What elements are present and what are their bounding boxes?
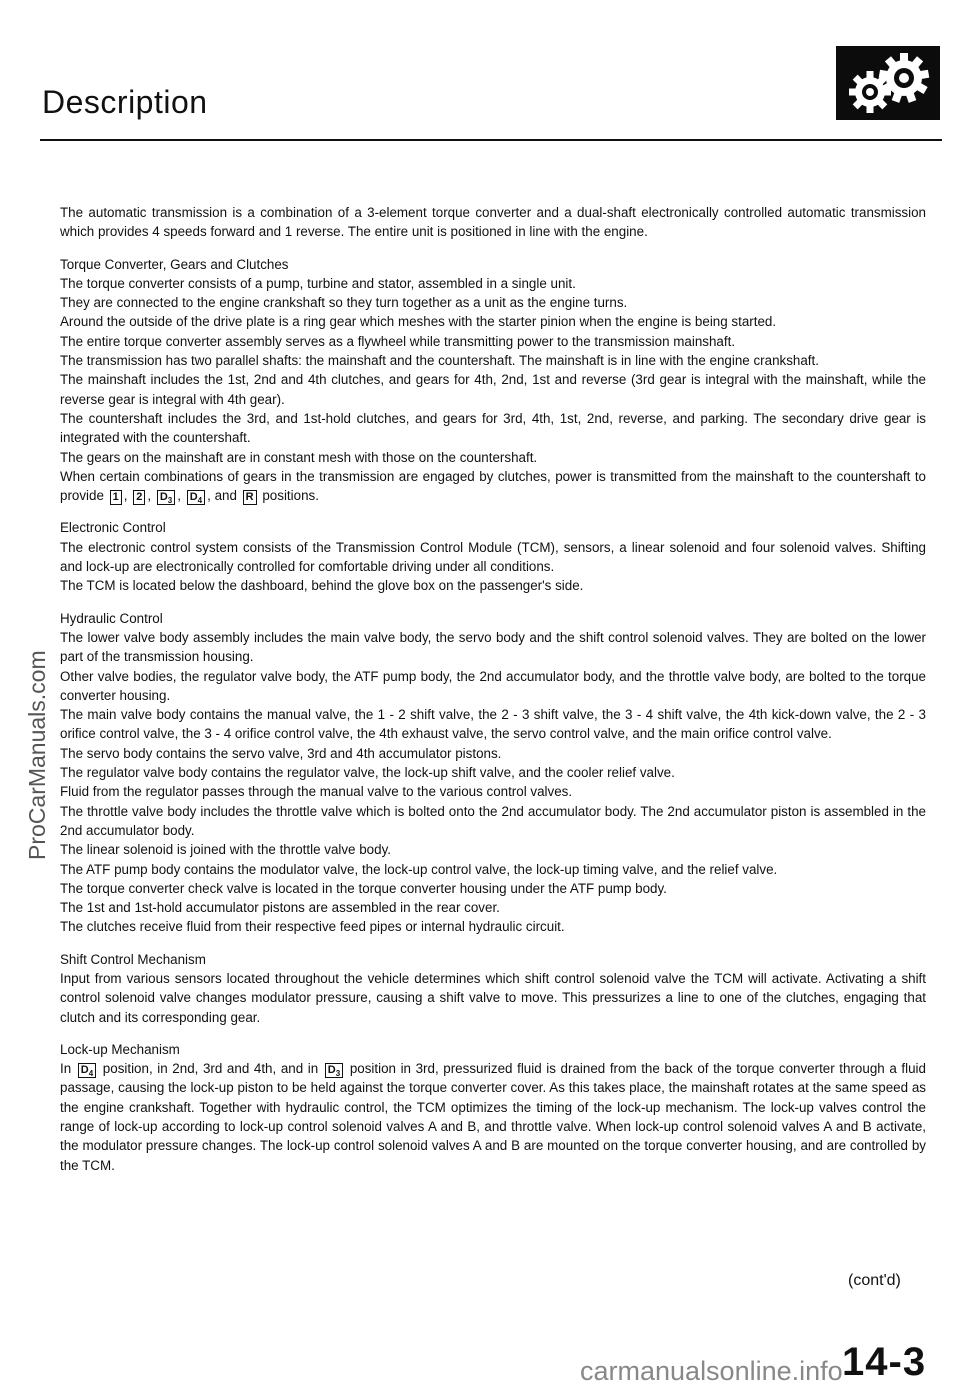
gear-logo-icon <box>836 46 940 120</box>
gear-position-d4-icon <box>187 490 205 505</box>
paragraph: The 1st and 1st-hold accumulator pistons are assembled in the rear cover. <box>60 900 500 916</box>
gear-position-1-icon: 1 <box>110 490 122 505</box>
paragraph: The servo body contains the servo valve, 3rd and 4th accumulator pistons. <box>60 745 502 761</box>
gear-position-d3-icon <box>325 1063 343 1078</box>
paragraph-text: and <box>214 488 237 504</box>
d-subscript: 3 <box>335 1069 341 1079</box>
gear-position-r-icon: R <box>243 490 257 505</box>
paragraph: The regulator valve body contains the regulator valve, the lock-up shift valve, and the cooler relief valve. <box>60 765 675 781</box>
paragraph: The linear solenoid is joined with the throttle valve body. <box>60 842 391 858</box>
paragraph: The entire torque converter assembly serves as a flywheel while transmitting power to the transmission mainshaft. <box>60 333 736 349</box>
d-letter: D <box>189 491 198 504</box>
document-body <box>60 203 926 1175</box>
section-shift-control <box>60 950 926 1027</box>
paragraph: The electronic control system consists of the Transmission Control Module (TCM), sensors, a linear solenoid and four solenoid valves. Shifting and lock-up are electronically controlled for comfortable driving under all conditions. <box>60 539 926 575</box>
gear-position-2-icon: 2 <box>133 490 145 505</box>
section-electronic-control <box>60 518 926 595</box>
separator: , <box>177 488 181 504</box>
intro-paragraph: The automatic transmission is a combination of a 3-element torque converter and a dual-shaft electronically controlled automatic transmission which provides 4 speeds forward and 1 reverse. The entire unit is positioned in line with the engine. <box>60 205 926 240</box>
paragraph: The main valve body contains the manual valve, the 1 - 2 shift valve, the 2 - 3 shift valve, the 3 - 4 shift valve, the 4th kick-down valve, the 2 - 3 orifice control valve, the 3 - 4 orifice control valve, the 4th exhaust valve, the servo control valve, and the main orifice control valve. <box>60 707 926 742</box>
paragraph: The lower valve body assembly includes the main valve body, the servo body and the shift control solenoid valves. They are bolted on the lower part of the transmission housing. <box>60 629 926 665</box>
paragraph: The clutches receive fluid from their respective feed pipes or internal hydraulic circuit. <box>60 919 565 935</box>
paragraph: The gears on the mainshaft are in constant mesh with those on the countershaft. <box>60 449 538 465</box>
paragraph: The throttle valve body includes the throttle valve which is bolted onto the 2nd accumulator body. The 2nd accumulator piston is assembled in the 2nd accumulator body. <box>60 803 926 838</box>
section-heading: Lock-up Mechanism <box>60 1041 180 1057</box>
page-title: Description <box>42 84 208 120</box>
paragraph: Other valve bodies, the regulator valve body, the ATF pump body, the 2nd accumulator body, and the throttle valve body, are bolted to the torque converter housing. <box>60 668 926 703</box>
section-hydraulic-control <box>60 609 926 937</box>
continued-label: (cont'd) <box>848 1272 901 1289</box>
paragraph: The countershaft includes the 3rd, and 1st-hold clutches, and gears for 3rd, 4th, 1st, 2nd, reverse, and parking. The secondary drive gear is integrated with the countershaft. <box>60 410 926 446</box>
paragraph: The ATF pump body contains the modulator valve, the lock-up control valve, the lock-up timing valve, and the relief valve. <box>60 861 778 877</box>
section-heading: Electronic Control <box>60 520 166 536</box>
paragraph: The TCM is located below the dashboard, behind the glove box on the passenger's side. <box>60 578 584 594</box>
d-letter: D <box>327 1064 336 1077</box>
paragraph: Input from various sensors located throughout the vehicle determines which shift control solenoid valve the TCM will activate. Activating a shift control solenoid valve changes modulator pressure, causing a shift valve to move. This pressurizes a line to one of the clutches, engaging that clutch and its corresponding gear. <box>60 970 926 1025</box>
gear-position-d3-icon <box>157 490 175 505</box>
paragraph-lockup <box>60 1059 926 1175</box>
header-divider <box>40 139 942 141</box>
paragraph: The torque converter consists of a pump, turbine and stator, assembled in a single unit. <box>60 275 576 291</box>
paragraph-text: When certain combinations of gears in the transmission are engaged by clutches, power is transmitted from the mainshaft to the countershaft to provide <box>60 468 926 504</box>
section-heading: Shift Control Mechanism <box>60 951 206 967</box>
paragraph-text: position, in 2nd, 3rd and 4th, and in <box>102 1061 319 1077</box>
d-letter: D <box>80 1064 89 1077</box>
gear-position-d4-icon <box>78 1063 96 1078</box>
paragraph: The torque converter check valve is located in the torque converter housing under the ATF pump body. <box>60 880 667 896</box>
d-letter: D <box>159 491 168 504</box>
section-heading: Hydraulic Control <box>60 610 163 626</box>
d-subscript: 4 <box>197 496 203 506</box>
separator: , <box>123 488 128 504</box>
paragraph: Fluid from the regulator passes through the manual valve to the various control valves. <box>60 784 573 800</box>
paragraph-text: position in 3rd, pressurized fluid is drained from the back of the torque converter through a fluid passage, causing the lock-up piston to be held against the torque converter cover. As this takes place, the mainshaft rotates at the same speed as the engine crankshaft. Together with hydraulic control, the TCM optimizes the timing of the lock-up mechanism. The lock-up valves control the range of lock-up according to lock-up control solenoid valves A and B, and throttle valve. When lock-up control solenoid valves A and B activate, the modulator pressure changes. The lock-up control solenoid valves A and B are mounted on the torque converter housing, and are controlled by the TCM. <box>60 1061 926 1173</box>
bottom-watermark: carmanualsonline.info <box>580 1356 843 1386</box>
paragraph: The mainshaft includes the 1st, 2nd and 4th clutches, and gears for 4th, 2nd, 1st and reverse (3rd gear is integral with the mainshaft, while the reverse gear is integral with 4th gear). <box>60 372 926 407</box>
page-number: 14-3 <box>842 1340 927 1384</box>
paragraph-text: In <box>60 1061 72 1077</box>
d-subscript: 4 <box>88 1069 94 1079</box>
separator: , <box>147 488 152 504</box>
paragraph: The transmission has two parallel shafts: the mainshaft and the countershaft. The mainshaft is in line with the engine crankshaft. <box>60 353 819 369</box>
side-watermark: ProCarManuals.com <box>24 650 50 860</box>
d-subscript: 3 <box>167 496 173 506</box>
section-lockup-mechanism <box>60 1040 926 1175</box>
paragraph-gear-positions <box>60 467 926 506</box>
paragraph: Around the outside of the drive plate is a ring gear which meshes with the starter pinion when the engine is being started. <box>60 314 777 330</box>
section-heading: Torque Converter, Gears and Clutches <box>60 256 289 272</box>
separator: , <box>207 488 211 504</box>
paragraph: They are connected to the engine crankshaft so they turn together as a unit as the engine turns. <box>60 295 628 311</box>
paragraph-text: positions. <box>262 488 319 504</box>
section-torque-converter <box>60 255 926 506</box>
